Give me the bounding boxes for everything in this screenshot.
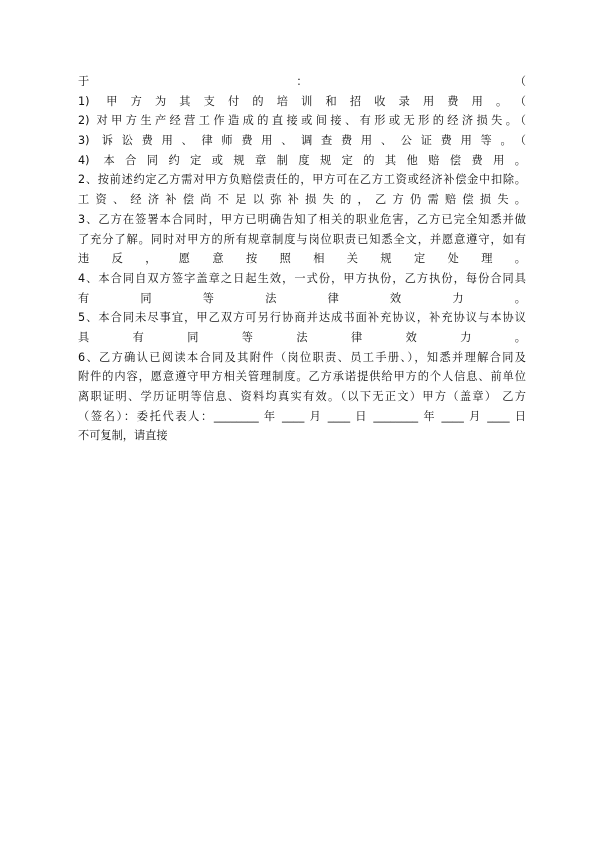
text-line-15: 6、乙方确认已阅读本合同及其附件（岗位职责、员工手册、），知悉并理解合同及	[78, 350, 526, 364]
text-line-7: 工资、经济补偿尚不足以弥补损失的，乙方仍需赔偿损失。	[78, 193, 526, 207]
text-line-4: 3) 诉讼费用、律师费用、调查费用、公证费用等。（	[78, 134, 526, 148]
contract-text-block	[78, 72, 526, 446]
text-line-18: （签名）：委托代表人：________ 年 ____ 月 ____ 日 ________ 年 ____ 月 ____ 日	[78, 409, 526, 423]
text-line-12: 有同等法律效力。	[78, 291, 526, 305]
text-line-14: 具有同等法律效力。	[78, 330, 526, 344]
text-line-17: 离职证明、学历证明等信息、资料均真实有效。（以下无正文）甲方（盖章） 乙方	[78, 390, 526, 403]
text-line-8: 3、乙方在签署本合同时，甲方已明确告知了相关的职业危害，乙方已完全知悉并做	[78, 212, 526, 226]
text-line-11: 4、本合同自双方签字盖章之日起生效，一式份，甲方执份，乙方执份，每份合同具	[78, 271, 526, 285]
text-line-16: 附件的内容，愿意遵守甲方相关管理制度。乙方承诺提供给甲方的个人信息、前单位	[78, 370, 526, 384]
text-line-13: 5、本合同未尽事宜，甲乙双方可另行协商并达成书面补充协议，补充协议与本协议	[78, 311, 526, 325]
text-line-10: 违反，愿意按照相关规定处理。	[78, 252, 526, 266]
text-line-6: 2、按前述约定乙方需对甲方负赔偿责任的，甲方可在乙方工资或经济补偿金中扣除。	[78, 173, 526, 187]
text-line-2: 1) 甲方为其支付的培训和招收录用费用。（	[78, 94, 526, 108]
text-line-9: 了充分了解。同时对甲方的所有规章制度与岗位职责已知悉全文，并愿意遵守，如有	[78, 232, 526, 246]
text-line-5: 4) 本合同约定或规章制度规定的其他赔偿费用。	[78, 153, 526, 167]
text-line-19: 不可复制，请直接	[78, 429, 168, 443]
text-line-3: 2) 对甲方生产经营工作造成的直接或间接、有形或无形的经济损失。（	[78, 114, 526, 128]
text-line-1: 于 ： （	[78, 75, 526, 88]
